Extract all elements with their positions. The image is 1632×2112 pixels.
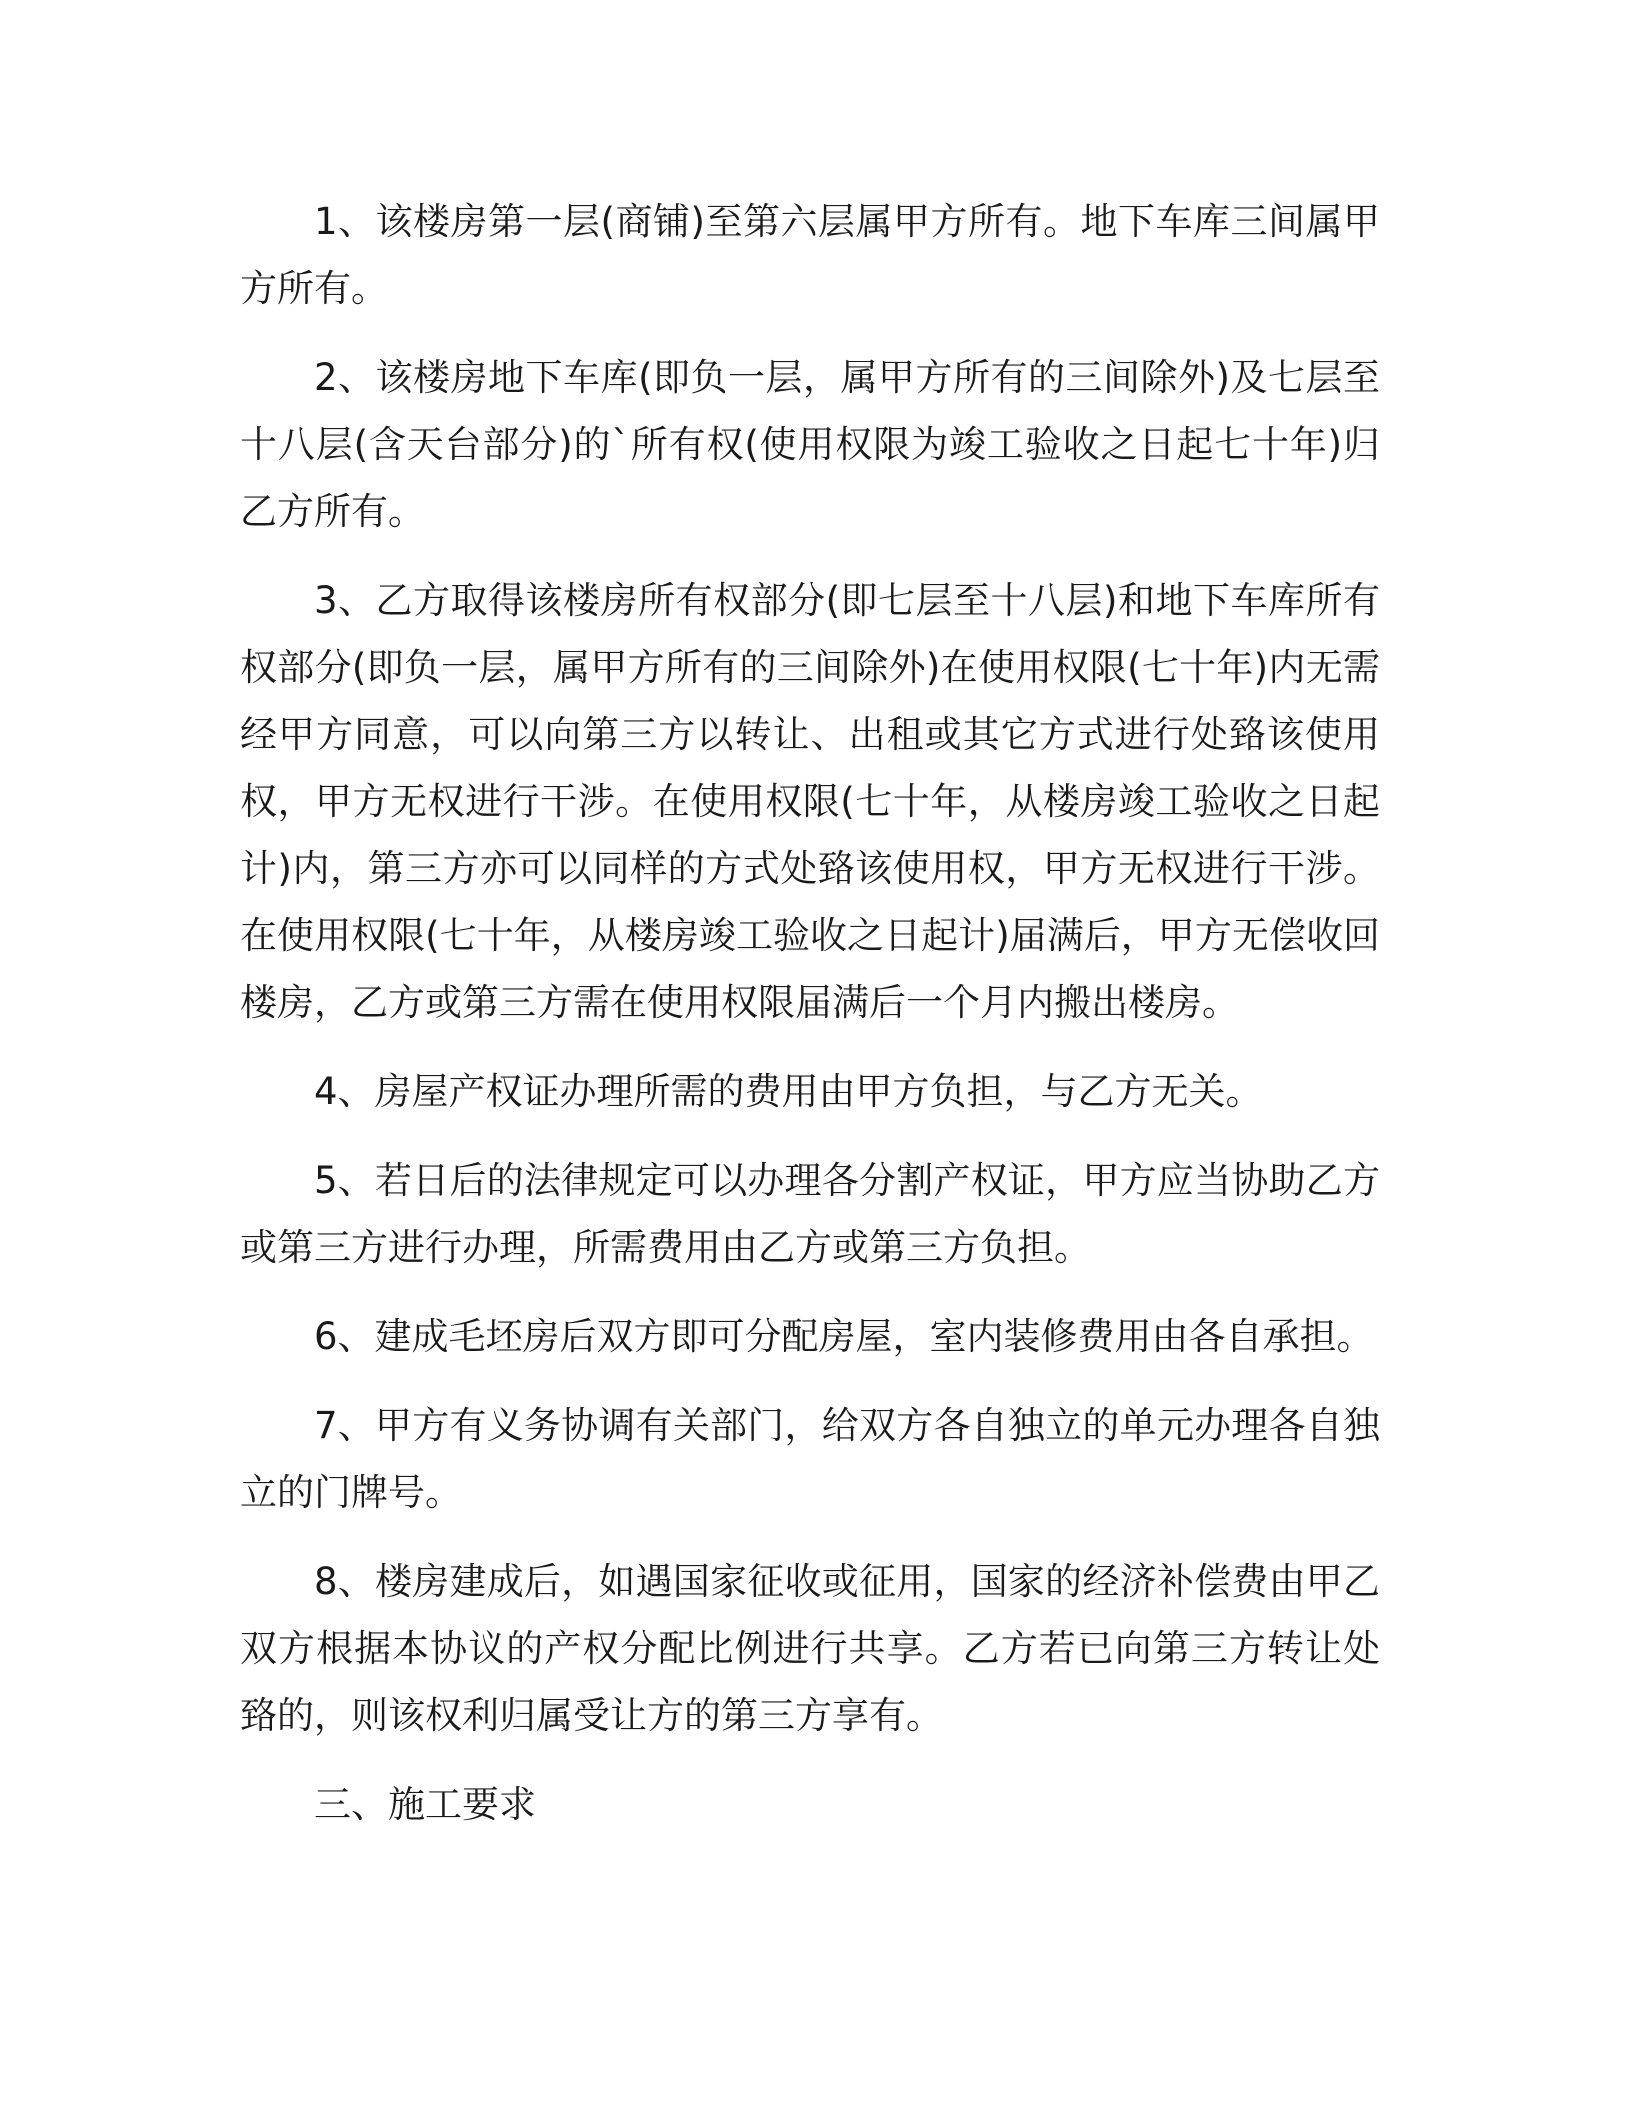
clause-4: 4、房屋产权证办理所需的费用由甲方负担，与乙方无关。: [314, 1070, 1263, 1113]
clause-5: 5、若日后的法律规定可以办理各分割产权证，甲方应当协助乙方或第三方进行办理，所需费用由乙方或第三方负担。: [240, 1159, 1380, 1269]
clause-3: 3、乙方取得该楼房所有权部分(即七层至十八层)和地下车库所有权部分(即负一层，属甲方所有的三间除外)在使用权限(七十年)内无需经甲方同意，可以向第三方以转让、出租或其它方式进行处臵该使用权，甲方无权进行干涉。在使用权限(七十年，从楼房竣工验收之日起计)内，第三方亦可以同样的方式处臵该使用权，甲方无权进行干涉。在使用权限(七十年，从楼房竣工验收之日起计)届满后，甲方无偿收回楼房，乙方或第三方需在使用权限届满后一个月内搬出楼房。: [240, 579, 1380, 1024]
document-body: [240, 188, 1380, 1838]
clause-7: 7、甲方有义务协调有关部门，给双方各自独立的单元办理各自独立的门牌号。: [240, 1404, 1380, 1514]
clause-1: 1、该楼房第一层(商铺)至第六层属甲方所有。地下车库三间属甲方所有。: [240, 200, 1380, 310]
section-heading: 三、施工要求: [314, 1783, 536, 1826]
clause-2: 2、该楼房地下车库(即负一层，属甲方所有的三间除外)及七层至十八层(含天台部分)的`所有权(使用权限为竣工验收之日起七十年)归乙方所有。: [240, 356, 1380, 533]
clause-8: 8、楼房建成后，如遇国家征收或征用，国家的经济补偿费由甲乙双方根据本协议的产权分配比例进行共享。乙方若已向第三方转让处臵的，则该权利归属受让方的第三方享有。: [240, 1560, 1380, 1737]
clause-6: 6、建成毛坯房后双方即可分配房屋，室内装修费用由各自承担。: [314, 1315, 1374, 1358]
